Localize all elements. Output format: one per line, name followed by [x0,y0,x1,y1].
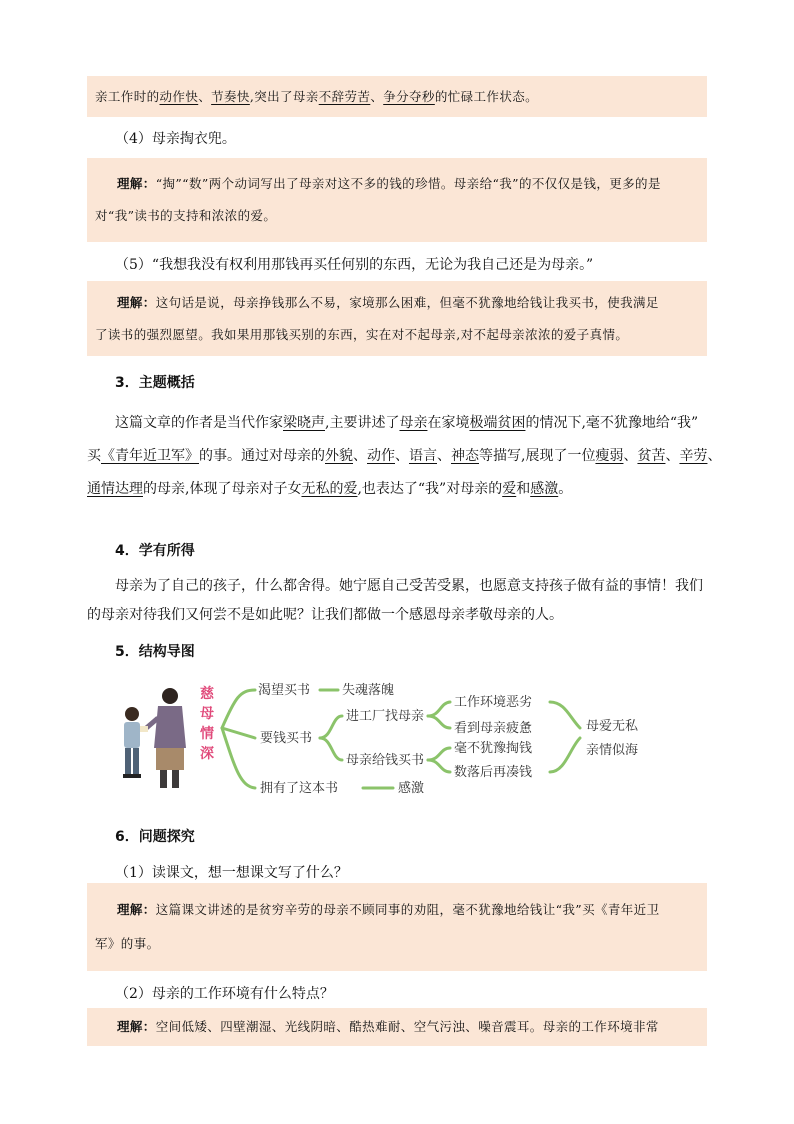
center-char: 母 [200,706,214,722]
takeaway-paragraph: 母亲为了自己的孩子，什么都舍得。她宁愿自己受苦受累，也愿意支持孩子做有益的事情！我们 的母亲对待我们又何尝不是如此呢？让我们都做一个感恩母亲孝敬母亲的人。 [87,578,703,623]
explanation-text: 这篇课文讲述的是贫穷辛劳的母亲不顾同事的劝阻，毫不犹豫地给钱让“我”买《青年近卫 [155,902,660,917]
node-tired: 看到母亲疲惫 [454,721,533,736]
node-desire: 渴望买书 [258,683,311,698]
section-heading-inquiry: 6．问题探究 [115,829,195,845]
mother-child-illustration [123,688,186,788]
question-4: （4）母亲掏衣兜。 [115,131,236,147]
explanation-box [87,281,707,356]
node-lost: 失魂落魄 [342,683,395,698]
section-heading-theme: 3．主题概括 [115,375,195,391]
theme-paragraph: 这篇文章的作者是当代作家梁晓声,主要讲述了母亲在家境极端贫困的情况下,毫不犹豫地给“我” 买《青年近卫军》的事。通过对母亲的外貌、动作、语言、神态等描写,展现了一位瘦弱、贫苦、辛劳、 通情达理的母亲,体现了母亲对子女无私的爱,也表达了“我”对母亲的爱和感激。 [87,415,722,497]
question-6-2: （2）母亲的工作环境有什么特点？ [115,986,334,1002]
explanation-box [87,1008,707,1046]
explanation-label: 理解： [117,902,156,917]
underlined-term: 不辞劳苦 [318,89,371,104]
node-factory: 进工厂找母亲 [346,709,425,724]
section-heading-structure: 5．结构导图 [115,644,195,660]
center-title [199,685,214,762]
underlined-term: 争分夺秒 [383,89,435,104]
node-count: 数落后再凑钱 [454,765,533,780]
question-6-1: （1）读课文，想一想课文写了什么？ [115,865,348,881]
explanation-text: 这句话是说，母亲挣钱那么不易，家境那么困难，但毫不犹豫地给钱让我买书，使我满足 [155,295,659,310]
explanation-text: 亲工作时的动作快、节奏快,突出了母亲不辞劳苦、争分夺秒的忙碌工作状态。 [95,89,539,104]
question-5: （5）“我想我没有权利用那钱再买任何别的东西，无论为我自己还是为母亲。” [115,257,594,273]
explanation-text: “掏”“数”两个动词写出了母亲对这不多的钱的珍惜。母亲给“我”的不仅仅是钱，更多的是 [155,176,661,191]
node-nohesitate: 毫不犹豫掏钱 [454,741,533,756]
structure-mindmap [110,668,670,808]
node-love2: 亲情似海 [586,743,639,758]
explanation-text: 了读书的强烈愿望。我如果用那钱买别的东西，实在对不起母亲,对不起母亲浓浓的爱子真情。 [95,327,629,342]
center-char: 深 [200,746,214,762]
mindmap-nodes [258,682,639,796]
explanation-text: 军》的事。 [95,936,160,951]
node-givemoney: 母亲给钱买书 [346,753,425,768]
center-char: 慈 [200,686,214,702]
node-env: 工作环境恶劣 [454,695,533,710]
node-grateful: 感激 [398,781,425,796]
explanation-label: 理解： [117,1019,156,1034]
explanation-text: 对“我”读书的支持和浓浓的爱。 [95,208,277,223]
explanation-box [87,883,707,971]
node-askmoney: 要钱买书 [260,731,313,746]
explanation-box [87,158,707,242]
explanation-box-continued [87,76,707,117]
node-own: 拥有了这本书 [260,781,339,796]
center-char: 情 [200,726,214,742]
underlined-term: 节奏快 [211,89,250,104]
node-love1: 母爱无私 [586,719,639,734]
underlined-term: 动作快 [159,89,199,104]
explanation-label: 理解： [117,295,156,310]
section-heading-takeaway: 4．学有所得 [115,543,195,559]
explanation-label: 理解： [117,176,156,191]
explanation-text: 空间低矮、四壁潮湿、光线阴暗、酷热难耐、空气污浊、噪音震耳。母亲的工作环境非常 [155,1019,659,1034]
